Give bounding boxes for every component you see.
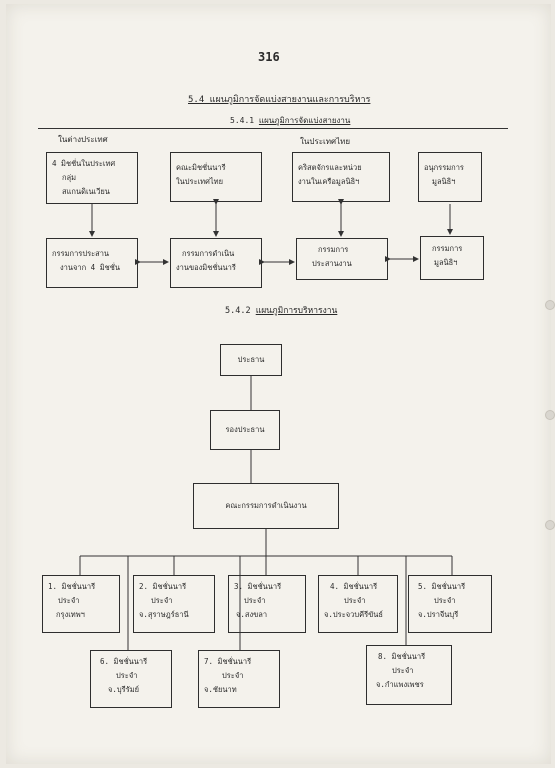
box-line: 7. มิชชั่นนารี — [204, 657, 252, 666]
box-line: อนุกรรมการ — [424, 163, 464, 172]
section-5-4-2-number: 5.4.2 — [225, 306, 251, 316]
group-label-thailand: ในประเทศไทย — [300, 137, 351, 146]
section-5-4-heading: 5.4 แผนภูมิการจัดแบ่งสายงานและการบริหาร — [188, 95, 371, 105]
box-line: 1. มิชชั่นนารี — [48, 582, 96, 591]
box-line: ประจำ — [116, 671, 138, 680]
section-5-4-1-number: 5.4.1 — [230, 116, 255, 125]
section-5-4-2-title: แผนภูมิการบริหารงาน — [255, 306, 338, 316]
box-line: 3. มิชชั่นนารี — [234, 582, 282, 591]
box-line: ประจำ — [392, 666, 414, 675]
box-line: ประจำ — [344, 596, 366, 605]
box-line: ประจำ — [222, 671, 244, 680]
box-line: มูลนิธิฯ — [432, 177, 456, 186]
section-5-4-1-title: แผนภูมิการจัดแบ่งสายงาน — [258, 116, 351, 125]
box-line: งานของมิชชั่นนารี — [176, 263, 236, 272]
page-number: 316 — [258, 50, 280, 64]
box-line: ประจำ — [434, 596, 456, 605]
box-line: จ.สงขลา — [236, 610, 268, 619]
box-line: 5. มิชชั่นนารี — [418, 582, 466, 591]
box-line: กรรมการประสาน — [52, 249, 110, 258]
box-line: จ.ปราจีนบุรี — [418, 610, 459, 619]
box-vice-president: รองประธาน — [210, 410, 280, 450]
box-line: ประจำ — [244, 596, 266, 605]
box-line: 2. มิชชั่นนารี — [139, 582, 187, 591]
box-line: ในประเทศไทย — [176, 177, 223, 186]
box-line: งานในเครือมูลนิธิฯ — [298, 177, 360, 186]
box-line: จ.กำแพงเพชร — [376, 680, 424, 689]
box-line: คริสตจักรและหน่วย — [298, 163, 362, 172]
box-line: ประสานงาน — [312, 259, 352, 268]
box-president: ประธาน — [220, 344, 282, 376]
box-line: กรุงเทพฯ — [56, 610, 85, 619]
box-line: 4. มิชชั่นนารี — [330, 582, 378, 591]
box-line: กลุ่ม — [62, 173, 77, 182]
box-line: มูลนิธิฯ — [434, 258, 458, 267]
box-line: 6. มิชชั่นนารี — [100, 657, 148, 666]
box-line: จ.ประจวบคีรีขันธ์ — [324, 610, 383, 619]
box-line: 4 มิชชั่นในประเทศ — [52, 159, 116, 168]
box-executive-committee: คณะกรรมการดำเนินงาน — [193, 483, 339, 529]
box-line: งานจาก 4 มิชชั่น — [60, 263, 120, 272]
box-line: คณะมิชชั่นนารี — [176, 163, 226, 172]
box-line: กรรมการ — [318, 245, 349, 254]
box-line: จ.บุรีรัมย์ — [108, 685, 140, 694]
box-line: จ.สุราษฎร์ธานี — [139, 610, 189, 619]
box-line: กรรมการดำเนิน — [182, 249, 235, 258]
box-line: 8. มิชชั่นนารี — [378, 652, 426, 661]
box-line: จ.ชัยนาท — [204, 685, 237, 694]
box-line: กรรมการ — [432, 244, 463, 253]
group-label-abroad: ในต่างประเทศ — [58, 135, 108, 144]
box-line: ประจำ — [151, 596, 173, 605]
box-line: สแกนดิเนเวียน — [62, 187, 110, 196]
box-line: ประจำ — [58, 596, 80, 605]
